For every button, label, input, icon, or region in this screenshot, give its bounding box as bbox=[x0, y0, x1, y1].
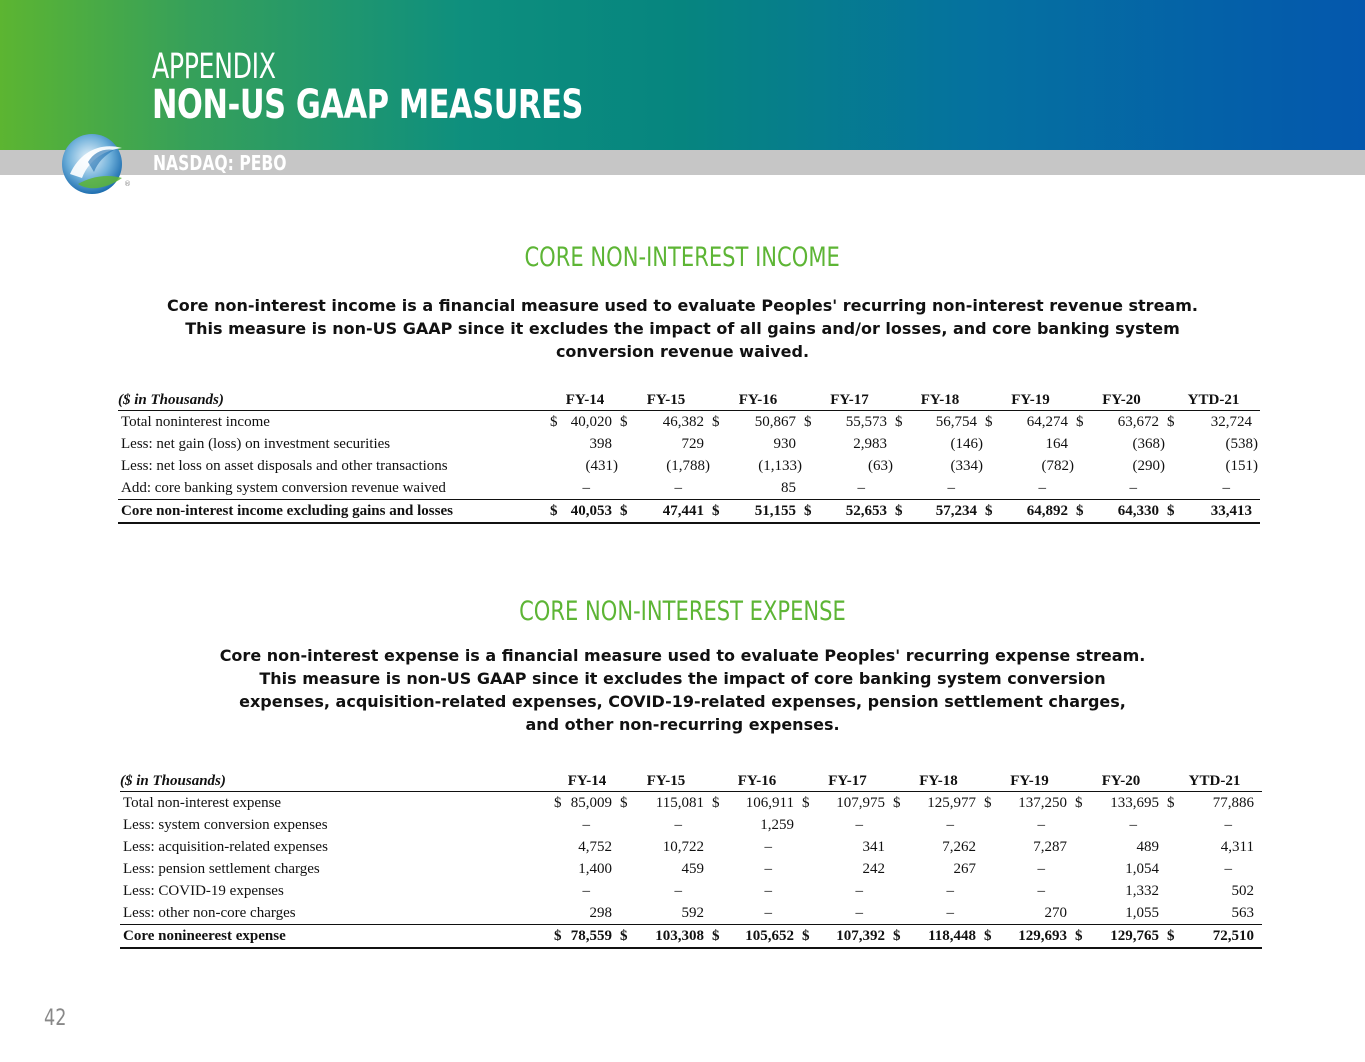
cell-value: 129,693 bbox=[1018, 927, 1067, 944]
cell-value: 107,975 bbox=[836, 794, 885, 811]
cell-value: – bbox=[582, 882, 590, 899]
cell-value: 107,392 bbox=[836, 927, 885, 944]
cell-value: (290) bbox=[1132, 457, 1165, 474]
cell-value: 1,054 bbox=[1125, 860, 1159, 877]
table-row bbox=[120, 880, 1262, 902]
value-cell bbox=[802, 836, 893, 858]
table-row bbox=[120, 836, 1262, 858]
currency-symbol: $ bbox=[985, 413, 993, 430]
cell-value: 105,652 bbox=[745, 927, 794, 944]
cell-value: (1,788) bbox=[666, 457, 710, 474]
income-table bbox=[118, 390, 1260, 524]
cell-value: – bbox=[674, 816, 682, 833]
table-row bbox=[118, 477, 1260, 500]
cell-value: 502 bbox=[1231, 882, 1254, 899]
value-cell bbox=[802, 902, 893, 925]
cell-value: – bbox=[764, 860, 772, 877]
column-header: FY-18 bbox=[893, 771, 984, 792]
currency-symbol: $ bbox=[1167, 927, 1175, 944]
value-cell bbox=[1075, 836, 1167, 858]
value-cell bbox=[712, 411, 804, 434]
row-label: Less: other non-core charges bbox=[120, 902, 554, 925]
currency-symbol: $ bbox=[620, 413, 628, 430]
value-cell bbox=[804, 433, 895, 455]
cell-value: 341 bbox=[862, 838, 885, 855]
row-label: Total noninterest income bbox=[121, 413, 270, 430]
cell-value: 242 bbox=[862, 860, 885, 877]
total-row bbox=[120, 925, 1262, 949]
value-cell bbox=[802, 792, 893, 815]
value-cell bbox=[712, 880, 802, 902]
value-cell bbox=[804, 500, 895, 524]
cell-value: – bbox=[946, 816, 954, 833]
currency-symbol: $ bbox=[712, 927, 720, 944]
cell-value: – bbox=[946, 904, 954, 921]
column-header: YTD-21 bbox=[1167, 771, 1262, 792]
cell-value: (334) bbox=[950, 457, 983, 474]
cell-value: – bbox=[764, 882, 772, 899]
currency-symbol: $ bbox=[554, 927, 562, 944]
value-cell bbox=[620, 880, 712, 902]
table-row bbox=[118, 455, 1260, 477]
cell-value: 47,441 bbox=[662, 502, 704, 519]
value-cell bbox=[893, 902, 984, 925]
value-cell bbox=[712, 858, 802, 880]
row-label: Less: system conversion expenses bbox=[123, 816, 328, 833]
cell-value: – bbox=[855, 904, 863, 921]
value-cell bbox=[1167, 433, 1260, 455]
cell-value: 298 bbox=[589, 904, 612, 921]
appendix-title: APPENDIX bbox=[152, 47, 276, 87]
column-header: FY-17 bbox=[804, 390, 895, 411]
column-header: FY-16 bbox=[712, 771, 802, 792]
value-cell bbox=[895, 500, 985, 524]
row-label: Less: COVID-19 expenses bbox=[123, 882, 284, 899]
currency-symbol: $ bbox=[802, 927, 810, 944]
section-title-expense: CORE NON-INTEREST EXPENSE bbox=[519, 596, 846, 627]
currency-symbol: $ bbox=[984, 794, 992, 811]
cell-value: 729 bbox=[681, 435, 704, 452]
currency-symbol: $ bbox=[550, 413, 558, 430]
currency-symbol: $ bbox=[893, 794, 901, 811]
cell-value: – bbox=[1037, 860, 1045, 877]
value-cell bbox=[1167, 858, 1262, 880]
cell-value: 270 bbox=[1044, 904, 1067, 921]
cell-value: 72,510 bbox=[1212, 927, 1254, 944]
value-cell bbox=[1167, 500, 1260, 524]
value-cell bbox=[984, 902, 1075, 925]
value-cell bbox=[804, 411, 895, 434]
value-cell bbox=[620, 814, 712, 836]
cell-value: 40,053 bbox=[570, 502, 612, 519]
cell-value: 592 bbox=[681, 904, 704, 921]
value-cell bbox=[550, 433, 620, 455]
value-cell bbox=[620, 836, 712, 858]
value-cell bbox=[1075, 925, 1167, 949]
currency-symbol: $ bbox=[895, 413, 903, 430]
value-cell bbox=[1167, 814, 1262, 836]
currency-symbol: $ bbox=[712, 413, 720, 430]
currency-symbol: $ bbox=[620, 502, 628, 519]
value-cell bbox=[712, 836, 802, 858]
row-label: Total non-interest expense bbox=[123, 794, 282, 811]
value-cell bbox=[1075, 880, 1167, 902]
cell-value: – bbox=[1129, 479, 1137, 496]
cell-value: 106,911 bbox=[745, 794, 794, 811]
value-cell bbox=[1076, 433, 1167, 455]
cell-value: 56,754 bbox=[935, 413, 977, 430]
cell-value: – bbox=[857, 479, 865, 496]
value-cell bbox=[1167, 455, 1260, 477]
cell-value: – bbox=[1038, 479, 1046, 496]
column-header: FY-14 bbox=[550, 390, 620, 411]
column-header: FY-17 bbox=[802, 771, 893, 792]
currency-symbol: $ bbox=[1075, 794, 1083, 811]
value-cell bbox=[985, 500, 1076, 524]
value-cell bbox=[550, 455, 620, 477]
value-cell bbox=[712, 925, 802, 949]
currency-symbol: $ bbox=[985, 502, 993, 519]
row-label: Core non-interest income excluding gains and losses bbox=[118, 500, 550, 524]
value-cell bbox=[893, 880, 984, 902]
cell-value: 64,330 bbox=[1117, 502, 1159, 519]
currency-symbol: $ bbox=[712, 794, 720, 811]
value-cell bbox=[550, 477, 620, 500]
cell-value: 32,724 bbox=[1210, 413, 1252, 430]
row-label: Less: net loss on asset disposals and other transactions bbox=[121, 457, 448, 474]
column-header: FY-20 bbox=[1075, 771, 1167, 792]
value-cell bbox=[893, 814, 984, 836]
cell-value: 129,765 bbox=[1110, 927, 1159, 944]
cell-value: – bbox=[855, 816, 863, 833]
cell-value: – bbox=[764, 838, 772, 855]
currency-symbol: $ bbox=[895, 502, 903, 519]
value-cell bbox=[893, 858, 984, 880]
cell-value: 1,055 bbox=[1125, 904, 1159, 921]
value-cell bbox=[893, 836, 984, 858]
cell-value: – bbox=[1129, 816, 1137, 833]
value-cell bbox=[1167, 792, 1262, 815]
cell-value: 85,009 bbox=[570, 794, 612, 811]
cell-value: 267 bbox=[953, 860, 976, 877]
value-cell bbox=[620, 858, 712, 880]
cell-value: 51,155 bbox=[754, 502, 796, 519]
value-cell bbox=[554, 836, 620, 858]
currency-symbol: $ bbox=[1167, 413, 1175, 430]
value-cell bbox=[1076, 455, 1167, 477]
column-header: FY-16 bbox=[712, 390, 804, 411]
cell-value: (146) bbox=[950, 435, 983, 452]
units-header: ($ in Thousands) bbox=[118, 390, 550, 411]
currency-symbol: $ bbox=[620, 927, 628, 944]
cell-value: – bbox=[1224, 816, 1232, 833]
value-cell bbox=[1167, 902, 1262, 925]
currency-symbol: $ bbox=[554, 794, 562, 811]
value-cell bbox=[895, 411, 985, 434]
cell-value: (368) bbox=[1132, 435, 1165, 452]
cell-value: 4,752 bbox=[578, 838, 612, 855]
value-cell bbox=[1167, 925, 1262, 949]
cell-value: 64,892 bbox=[1026, 502, 1068, 519]
value-cell bbox=[1075, 792, 1167, 815]
cell-value: 563 bbox=[1231, 904, 1254, 921]
currency-symbol: $ bbox=[712, 502, 720, 519]
value-cell bbox=[712, 792, 802, 815]
value-cell bbox=[550, 500, 620, 524]
row-label: Core nonineerest expense bbox=[120, 925, 554, 949]
section-description-expense: Core non-interest expense is a financial measure used to evaluate Peoples' recurring expense stream. This measure is non-US GAAP since it excludes the impact of core banking system conversion expenses, acquisition-related expenses, COVID-19-related expenses, pension settlement charges, and other non-recurring expenses. bbox=[219, 646, 1146, 734]
currency-symbol: $ bbox=[550, 502, 558, 519]
value-cell bbox=[620, 455, 712, 477]
cell-value: – bbox=[1222, 479, 1230, 496]
value-cell bbox=[712, 433, 804, 455]
value-cell bbox=[985, 477, 1076, 500]
cell-value: 1,332 bbox=[1125, 882, 1159, 899]
cell-value: (431) bbox=[585, 457, 618, 474]
value-cell bbox=[620, 477, 712, 500]
value-cell bbox=[802, 925, 893, 949]
value-cell bbox=[712, 814, 802, 836]
value-cell bbox=[712, 500, 804, 524]
cell-value: – bbox=[582, 479, 590, 496]
cell-value: 63,672 bbox=[1117, 413, 1159, 430]
currency-symbol: $ bbox=[1076, 413, 1084, 430]
value-cell bbox=[985, 455, 1076, 477]
cell-value: 1,400 bbox=[578, 860, 612, 877]
cell-value: 930 bbox=[773, 435, 796, 452]
cell-value: – bbox=[1224, 860, 1232, 877]
cell-value: 52,653 bbox=[845, 502, 887, 519]
value-cell bbox=[1076, 500, 1167, 524]
value-cell bbox=[985, 411, 1076, 434]
value-cell bbox=[1167, 880, 1262, 902]
cell-value: 10,722 bbox=[662, 838, 704, 855]
value-cell bbox=[712, 477, 804, 500]
column-header: FY-19 bbox=[985, 390, 1076, 411]
value-cell bbox=[893, 792, 984, 815]
value-cell bbox=[895, 455, 985, 477]
cell-value: 50,867 bbox=[754, 413, 796, 430]
value-cell bbox=[554, 880, 620, 902]
value-cell bbox=[1167, 411, 1260, 434]
value-cell bbox=[620, 411, 712, 434]
cell-value: 125,977 bbox=[927, 794, 976, 811]
cell-value: 103,308 bbox=[655, 927, 704, 944]
cell-value: 7,287 bbox=[1033, 838, 1067, 855]
value-cell bbox=[895, 433, 985, 455]
column-header: FY-14 bbox=[554, 771, 620, 792]
column-header: FY-15 bbox=[620, 390, 712, 411]
currency-symbol: $ bbox=[984, 927, 992, 944]
cell-value: 164 bbox=[1045, 435, 1068, 452]
cell-value: (151) bbox=[1225, 457, 1258, 474]
cell-value: 77,886 bbox=[1212, 794, 1254, 811]
cell-value: 33,413 bbox=[1210, 502, 1252, 519]
currency-symbol: $ bbox=[1167, 794, 1175, 811]
value-cell bbox=[620, 433, 712, 455]
cell-value: – bbox=[1037, 816, 1045, 833]
expense-table bbox=[120, 771, 1262, 949]
value-cell bbox=[1075, 814, 1167, 836]
value-cell bbox=[620, 925, 712, 949]
svg-text:®: ® bbox=[124, 180, 131, 188]
cell-value: 118,448 bbox=[928, 927, 976, 944]
cell-value: – bbox=[764, 904, 772, 921]
value-cell bbox=[984, 880, 1075, 902]
value-cell bbox=[620, 500, 712, 524]
cell-value: – bbox=[947, 479, 955, 496]
value-cell bbox=[984, 925, 1075, 949]
cell-value: 115,081 bbox=[655, 794, 704, 811]
cell-value: 137,250 bbox=[1018, 794, 1067, 811]
cell-value: 7,262 bbox=[942, 838, 976, 855]
value-cell bbox=[620, 792, 712, 815]
cell-value: – bbox=[1037, 882, 1045, 899]
value-cell bbox=[550, 411, 620, 434]
table-header-row bbox=[120, 771, 1262, 792]
page-number: 42 bbox=[44, 1006, 67, 1031]
cell-value: 57,234 bbox=[935, 502, 977, 519]
column-header: FY-15 bbox=[620, 771, 712, 792]
company-logo-icon bbox=[58, 128, 134, 198]
currency-symbol: $ bbox=[1167, 502, 1175, 519]
page-title: NON-US GAAP MEASURES bbox=[152, 82, 583, 128]
value-cell bbox=[712, 902, 802, 925]
units-header: ($ in Thousands) bbox=[120, 771, 554, 792]
value-cell bbox=[554, 925, 620, 949]
section-title-income: CORE NON-INTEREST INCOME bbox=[524, 242, 841, 273]
cell-value: 1,259 bbox=[760, 816, 794, 833]
table-row bbox=[118, 411, 1260, 434]
cell-value: 64,274 bbox=[1026, 413, 1068, 430]
cell-value: – bbox=[582, 816, 590, 833]
value-cell bbox=[984, 814, 1075, 836]
value-cell bbox=[984, 858, 1075, 880]
cell-value: 40,020 bbox=[570, 413, 612, 430]
currency-symbol: $ bbox=[802, 794, 810, 811]
value-cell bbox=[802, 858, 893, 880]
cell-value: – bbox=[674, 882, 682, 899]
currency-symbol: $ bbox=[804, 502, 812, 519]
cell-value: – bbox=[674, 479, 682, 496]
cell-value: 46,382 bbox=[662, 413, 704, 430]
cell-value: (1,133) bbox=[758, 457, 802, 474]
cell-value: 489 bbox=[1136, 838, 1159, 855]
cell-value: (538) bbox=[1225, 435, 1258, 452]
row-label: Add: core banking system conversion revenue waived bbox=[118, 477, 550, 500]
value-cell bbox=[554, 814, 620, 836]
cell-value: 459 bbox=[681, 860, 704, 877]
cell-value: (63) bbox=[868, 457, 893, 474]
total-row bbox=[118, 500, 1260, 524]
value-cell bbox=[1167, 836, 1262, 858]
currency-symbol: $ bbox=[893, 927, 901, 944]
cell-value: (782) bbox=[1041, 457, 1074, 474]
value-cell bbox=[554, 902, 620, 925]
value-cell bbox=[895, 477, 985, 500]
cell-value: 398 bbox=[589, 435, 612, 452]
value-cell bbox=[1075, 902, 1167, 925]
cell-value: 55,573 bbox=[845, 413, 887, 430]
table-row bbox=[118, 433, 1260, 455]
column-header: FY-18 bbox=[895, 390, 985, 411]
value-cell bbox=[985, 433, 1076, 455]
cell-value: 2,983 bbox=[853, 435, 887, 452]
table-row bbox=[120, 814, 1262, 836]
currency-symbol: $ bbox=[1075, 927, 1083, 944]
value-cell bbox=[554, 792, 620, 815]
cell-value: 85 bbox=[781, 479, 796, 496]
value-cell bbox=[712, 455, 804, 477]
value-cell bbox=[1075, 858, 1167, 880]
row-label: Less: pension settlement charges bbox=[123, 860, 320, 877]
cell-value: 133,695 bbox=[1110, 794, 1159, 811]
value-cell bbox=[620, 902, 712, 925]
column-header: YTD-21 bbox=[1167, 390, 1260, 411]
table-header-row bbox=[118, 390, 1260, 411]
table-row bbox=[120, 792, 1262, 815]
row-label: Less: acquisition-related expenses bbox=[123, 838, 328, 855]
section-description-income: Core non-interest income is a financial measure used to evaluate Peoples' recurring non-interest revenue stream. This measure is non-US GAAP since it excludes the impact of all gains and/or losses, and core banking system conversion revenue waived. bbox=[167, 296, 1198, 361]
column-header: FY-20 bbox=[1076, 390, 1167, 411]
value-cell bbox=[984, 836, 1075, 858]
currency-symbol: $ bbox=[620, 794, 628, 811]
cell-value: 78,559 bbox=[570, 927, 612, 944]
currency-symbol: $ bbox=[804, 413, 812, 430]
ticker-label: NASDAQ: PEBO bbox=[153, 151, 287, 175]
value-cell bbox=[893, 925, 984, 949]
value-cell bbox=[984, 792, 1075, 815]
value-cell bbox=[802, 814, 893, 836]
currency-symbol: $ bbox=[1076, 502, 1084, 519]
table-row bbox=[120, 902, 1262, 925]
value-cell bbox=[1076, 411, 1167, 434]
value-cell bbox=[804, 455, 895, 477]
row-label: Less: net gain (loss) on investment securities bbox=[121, 435, 391, 452]
value-cell bbox=[554, 858, 620, 880]
cell-value: 4,311 bbox=[1220, 838, 1254, 855]
cell-value: – bbox=[855, 882, 863, 899]
value-cell bbox=[802, 880, 893, 902]
value-cell bbox=[1076, 477, 1167, 500]
value-cell bbox=[1167, 477, 1260, 500]
cell-value: – bbox=[946, 882, 954, 899]
value-cell bbox=[804, 477, 895, 500]
table-row bbox=[120, 858, 1262, 880]
column-header: FY-19 bbox=[984, 771, 1075, 792]
